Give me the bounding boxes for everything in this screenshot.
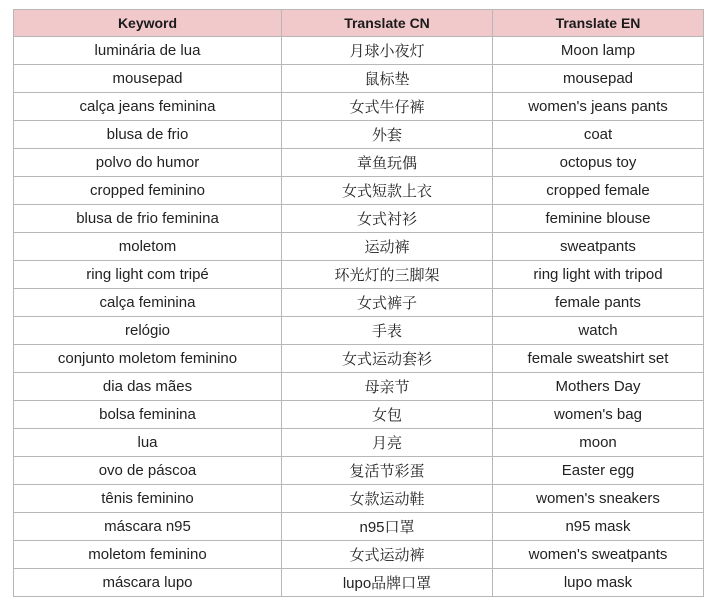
translate-cn-cell[interactable]: lupo品牌口罩 <box>282 569 493 597</box>
translate-cn-cell[interactable]: 月球小夜灯 <box>282 37 493 65</box>
table-row <box>14 401 704 429</box>
keyword-cell[interactable]: blusa de frio feminina <box>14 205 282 233</box>
keyword-cell[interactable]: calça jeans feminina <box>14 93 282 121</box>
translate-cn-cell[interactable]: 复活节彩蛋 <box>282 457 493 485</box>
table-row <box>14 65 704 93</box>
translate-cn-cell[interactable]: 鼠标垫 <box>282 65 493 93</box>
translate-cn-cell[interactable]: 母亲节 <box>282 373 493 401</box>
table-row <box>14 345 704 373</box>
keyword-cell[interactable]: conjunto moletom feminino <box>14 345 282 373</box>
translate-cn-cell[interactable]: 女式衬衫 <box>282 205 493 233</box>
translate-en-cell[interactable]: ring light with tripod <box>493 261 704 289</box>
translate-cn-cell[interactable]: 手表 <box>282 317 493 345</box>
keyword-cell[interactable]: dia das mães <box>14 373 282 401</box>
translate-cn-cell[interactable]: n95口罩 <box>282 513 493 541</box>
table-row <box>14 373 704 401</box>
translate-cn-cell[interactable]: 运动裤 <box>282 233 493 261</box>
keyword-cell[interactable]: máscara n95 <box>14 513 282 541</box>
translate-cn-cell[interactable]: 环光灯的三脚架 <box>282 261 493 289</box>
column-header-keyword[interactable]: Keyword <box>14 10 282 37</box>
translate-en-cell[interactable]: cropped female <box>493 177 704 205</box>
table-row <box>14 317 704 345</box>
column-header-translate-cn[interactable]: Translate CN <box>282 10 493 37</box>
keyword-cell[interactable]: relógio <box>14 317 282 345</box>
translate-cn-cell[interactable]: 女式运动套衫 <box>282 345 493 373</box>
translate-en-cell[interactable]: watch <box>493 317 704 345</box>
translate-en-cell[interactable]: women's jeans pants <box>493 93 704 121</box>
table-row <box>14 177 704 205</box>
translate-cn-cell[interactable]: 女包 <box>282 401 493 429</box>
keyword-cell[interactable]: moletom <box>14 233 282 261</box>
translate-en-cell[interactable]: Easter egg <box>493 457 704 485</box>
keyword-cell[interactable]: ovo de páscoa <box>14 457 282 485</box>
table-row <box>14 485 704 513</box>
table-row <box>14 93 704 121</box>
translate-en-cell[interactable]: feminine blouse <box>493 205 704 233</box>
keyword-cell[interactable]: polvo do humor <box>14 149 282 177</box>
table-row <box>14 289 704 317</box>
keyword-cell[interactable]: lua <box>14 429 282 457</box>
translate-cn-cell[interactable]: 女式裤子 <box>282 289 493 317</box>
translate-cn-cell[interactable]: 外套 <box>282 121 493 149</box>
translate-en-cell[interactable]: octopus toy <box>493 149 704 177</box>
table-row <box>14 541 704 569</box>
keyword-cell[interactable]: blusa de frio <box>14 121 282 149</box>
translate-en-cell[interactable]: Moon lamp <box>493 37 704 65</box>
translate-cn-cell[interactable]: 女式短款上衣 <box>282 177 493 205</box>
keyword-cell[interactable]: mousepad <box>14 65 282 93</box>
translate-en-cell[interactable]: sweatpants <box>493 233 704 261</box>
keyword-translation-table <box>13 9 704 597</box>
translate-en-cell[interactable]: female sweatshirt set <box>493 345 704 373</box>
table-row <box>14 121 704 149</box>
keyword-cell[interactable]: bolsa feminina <box>14 401 282 429</box>
translate-en-cell[interactable]: lupo mask <box>493 569 704 597</box>
translate-en-cell[interactable]: women's sneakers <box>493 485 704 513</box>
column-header-translate-en[interactable]: Translate EN <box>493 10 704 37</box>
table-row <box>14 513 704 541</box>
translate-en-cell[interactable]: women's sweatpants <box>493 541 704 569</box>
keyword-cell[interactable]: calça feminina <box>14 289 282 317</box>
keyword-cell[interactable]: cropped feminino <box>14 177 282 205</box>
translate-cn-cell[interactable]: 女式运动裤 <box>282 541 493 569</box>
translate-cn-cell[interactable]: 章鱼玩偶 <box>282 149 493 177</box>
table-row <box>14 149 704 177</box>
translate-en-cell[interactable]: women's bag <box>493 401 704 429</box>
table-row <box>14 429 704 457</box>
keyword-cell[interactable]: luminária de lua <box>14 37 282 65</box>
table-body <box>14 37 704 597</box>
keyword-cell[interactable]: ring light com tripé <box>14 261 282 289</box>
translate-en-cell[interactable]: coat <box>493 121 704 149</box>
table-row <box>14 457 704 485</box>
keyword-cell[interactable]: moletom feminino <box>14 541 282 569</box>
table-row <box>14 569 704 597</box>
table-row <box>14 205 704 233</box>
translate-cn-cell[interactable]: 月亮 <box>282 429 493 457</box>
table-row <box>14 261 704 289</box>
translate-cn-cell[interactable]: 女款运动鞋 <box>282 485 493 513</box>
keyword-cell[interactable]: tênis feminino <box>14 485 282 513</box>
translate-en-cell[interactable]: n95 mask <box>493 513 704 541</box>
translate-en-cell[interactable]: moon <box>493 429 704 457</box>
translate-en-cell[interactable]: female pants <box>493 289 704 317</box>
header-row <box>14 10 704 37</box>
keyword-cell[interactable]: máscara lupo <box>14 569 282 597</box>
translate-cn-cell[interactable]: 女式牛仔裤 <box>282 93 493 121</box>
translate-en-cell[interactable]: mousepad <box>493 65 704 93</box>
table-row <box>14 37 704 65</box>
translate-en-cell[interactable]: Mothers Day <box>493 373 704 401</box>
table-row <box>14 233 704 261</box>
